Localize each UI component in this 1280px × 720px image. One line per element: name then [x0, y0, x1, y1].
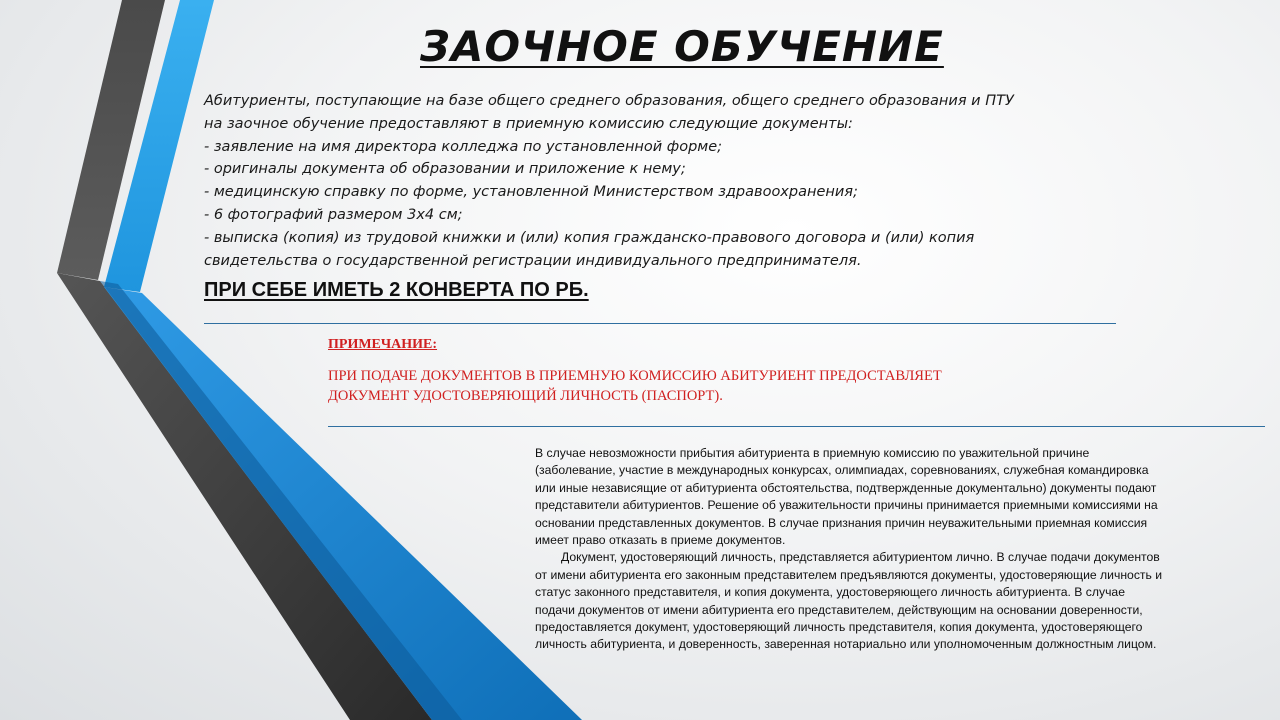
paragraph-line: Документ, удостоверяющий личность, представляется абитуриентом лично. В случае подачи документов [561, 550, 1160, 565]
paragraph-line: имеет право отказать в приеме документов. [535, 533, 786, 548]
intro-line: - оригиналы документа об образовании и приложение к нему; [204, 161, 686, 178]
intro-line: на заочное обучение предоставляют в приемную комиссию следующие документы: [204, 115, 853, 132]
intro-line: - 6 фотографий размером 3х4 см; [204, 206, 463, 223]
paragraph-line: В случае невозможности прибытия абитуриента в приемную комиссию по уважительной причине [535, 446, 1090, 460]
intro-line: - заявление на имя директора колледжа по установленной форме; [204, 138, 723, 155]
note-text [328, 366, 1028, 406]
paragraph-line: предоставляется документ, удостоверяющий личность представителя, копия документа, удостоверяющего [535, 620, 1143, 635]
note-title: ПРИМЕЧАНИЕ: [328, 337, 438, 352]
paragraph-line: основании представленных документов. В случае признания причин неуважительными приемная комиссия [535, 515, 1148, 530]
paragraph-line: подачи документов от имени абитуриента его представителем, действующим на основании доверенности, [535, 602, 1143, 617]
divider-bottom [328, 426, 1265, 427]
paragraph-line: представители абитуриентов. Решение об уважительности причины принимается приемными комиссиями на [535, 498, 1158, 513]
divider-top [204, 323, 1116, 324]
note-line: ДОКУМЕНТ УДОСТОВЕРЯЮЩИЙ ЛИЧНОСТЬ (ПАСПОРТ). [328, 388, 723, 404]
intro-line: Абитуриенты, поступающие на базе общего среднего образования, общего среднего образования и ПТУ [204, 93, 1014, 109]
paragraph-line: статус законного представителя, и копия документа, удостоверяющего личность абитуриента. В случае [535, 585, 1125, 600]
intro-line: - медицинскую справку по форме, установленной Министерством здравоохранения; [204, 184, 858, 201]
paragraph-line: или иные независящие от абитуриента обстоятельства, подтвержденные документально) документы подают [535, 480, 1157, 495]
intro-line: - выписка (копия) из трудовой книжки и (или) копия гражданско-правового договора и (или) копия [204, 229, 975, 246]
paragraph-line: от имени абитуриента его законным представителем предъявляются документы, удостоверяющие личность и [535, 567, 1163, 582]
body-text [535, 445, 1270, 654]
note-line: ПРИ ПОДАЧЕ ДОКУМЕНТОВ В ПРИЕМНУЮ КОМИССИЮ АБИТУРИЕНТ ПРЕДОСТАВЛЯЕТ [328, 368, 942, 384]
intro-text [204, 90, 1104, 272]
intro-line: свидетельства о государственной регистрации индивидуального предпринимателя. [204, 252, 862, 269]
slide-title: ЗАОЧНОЕ ОБУЧЕНИЕ [420, 22, 944, 71]
paragraph-line: (заболевание, участие в международных конкурсах, олимпиадах, соревнованиях, служебная командировка [535, 463, 1149, 478]
envelope-note: ПРИ СЕБЕ ИМЕТЬ 2 КОНВЕРТА ПО РБ. [204, 279, 589, 301]
paragraph-line: личность абитуриента, и доверенность, заверенная нотариально или уполномоченным должностным лицом. [535, 637, 1157, 652]
